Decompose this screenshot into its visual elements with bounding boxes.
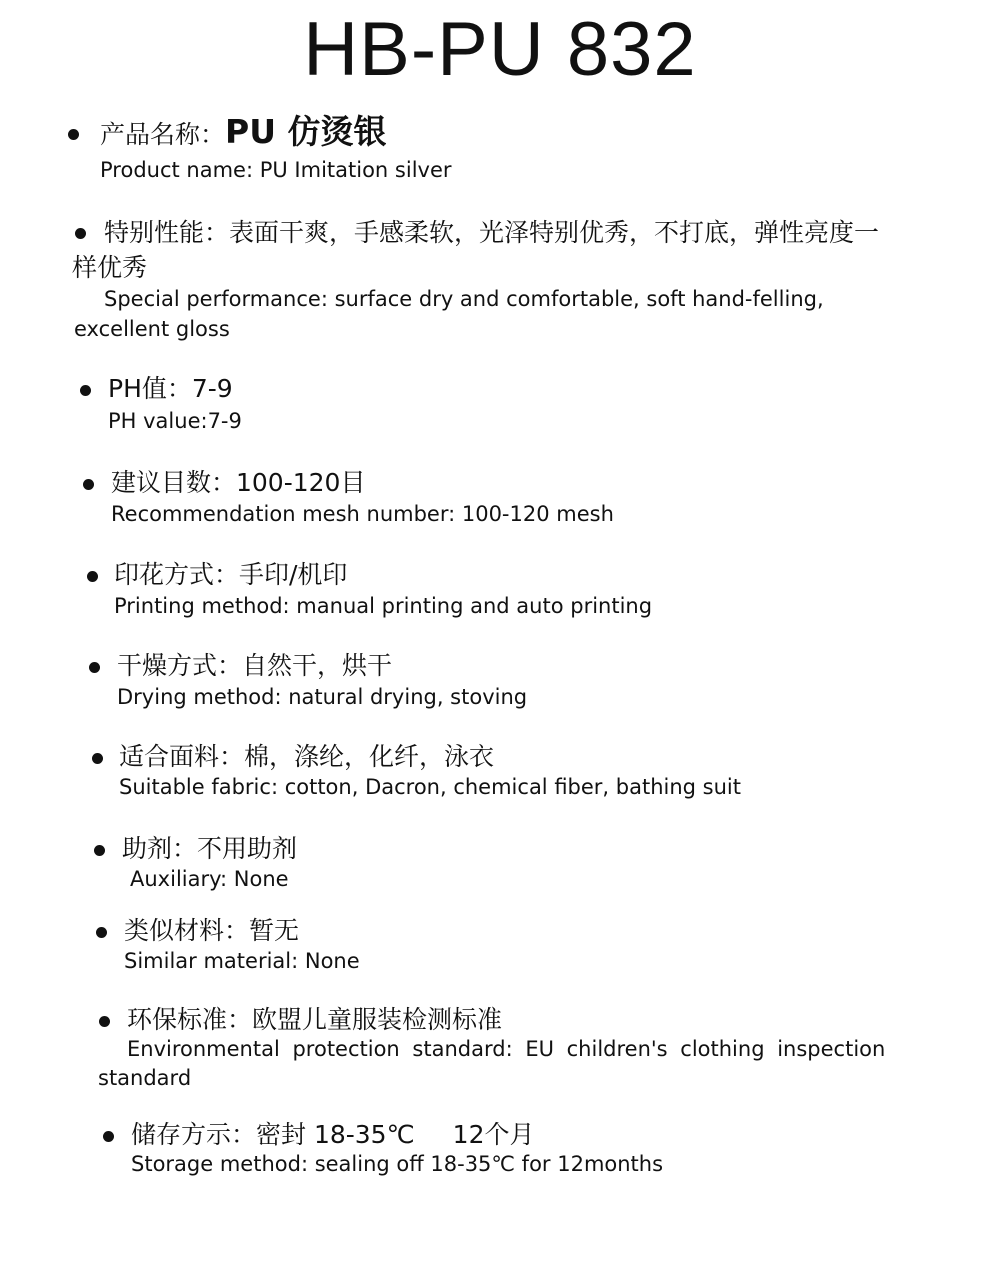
special-performance-zh-line1: 特别性能：表面干爽，手感柔软，光泽特别优秀，不打底，弹性亮度一 (104, 218, 880, 247)
storage-method-en: Storage method: sealing off 18-35℃ for 12months (131, 1152, 664, 1176)
auxiliary-zh: 助剂：不用助剂 (122, 834, 298, 863)
bullet-icon (83, 479, 94, 490)
mesh-number-en: Recommendation mesh number: 100-120 mesh (111, 502, 614, 526)
similar-material-en: Similar material: None (124, 949, 360, 973)
product-name-en: Product name: PU Imitation silver (100, 158, 452, 182)
bullet-icon (99, 1016, 110, 1027)
auxiliary-en: Auxiliary: None (130, 867, 289, 891)
bullet-icon (103, 1131, 114, 1142)
product-name-value: PU 仿烫银 (225, 112, 387, 151)
printing-method-zh: 印花方式：手印/机印 (114, 560, 348, 589)
drying-method-zh: 干燥方式：自然干，烘干 (117, 651, 393, 680)
ph-value-zh: PH值：7-9 (108, 374, 233, 403)
bullet-icon (96, 927, 107, 938)
bullet-icon (68, 129, 79, 140)
suitable-fabric-en: Suitable fabric: cotton, Dacron, chemical fiber, bathing suit (119, 775, 741, 799)
environmental-standard-en-line2: standard (98, 1066, 192, 1090)
mesh-number-zh: 建议目数：100-120目 (111, 468, 366, 497)
document-title: HB-PU 832 (303, 7, 697, 92)
ph-value-en: PH value:7-9 (108, 409, 242, 433)
special-performance-en-line2: excellent gloss (74, 317, 230, 341)
bullet-icon (75, 228, 86, 239)
drying-method-en: Drying method: natural drying, stoving (117, 685, 528, 709)
product-name-label: 产品名称： (100, 120, 226, 149)
printing-method-en: Printing method: manual printing and auto printing (114, 594, 653, 618)
storage-method-condition: 储存方示：密封 18-35℃ (131, 1120, 415, 1149)
bullet-icon (87, 571, 98, 582)
similar-material-zh: 类似材料：暂无 (124, 916, 300, 945)
bullet-icon (94, 845, 105, 856)
storage-method-zh (131, 1119, 534, 1151)
special-performance-en-line1: Special performance: surface dry and comfortable, soft hand-felling, (104, 287, 824, 311)
suitable-fabric-zh: 适合面料：棉，涤纶，化纤，泳衣 (119, 742, 495, 771)
storage-method-duration: 12个月 (452, 1120, 535, 1149)
special-performance-zh-line2: 样优秀 (72, 253, 148, 282)
environmental-standard-zh: 环保标准：欧盟儿童服装检测标准 (127, 1005, 503, 1034)
product-name-zh (100, 112, 387, 151)
bullet-icon (89, 662, 100, 673)
bullet-icon (80, 385, 91, 396)
environmental-standard-en-line1: Environmental protection standard: EU children's clothing inspection (127, 1037, 886, 1061)
bullet-icon (92, 753, 103, 764)
